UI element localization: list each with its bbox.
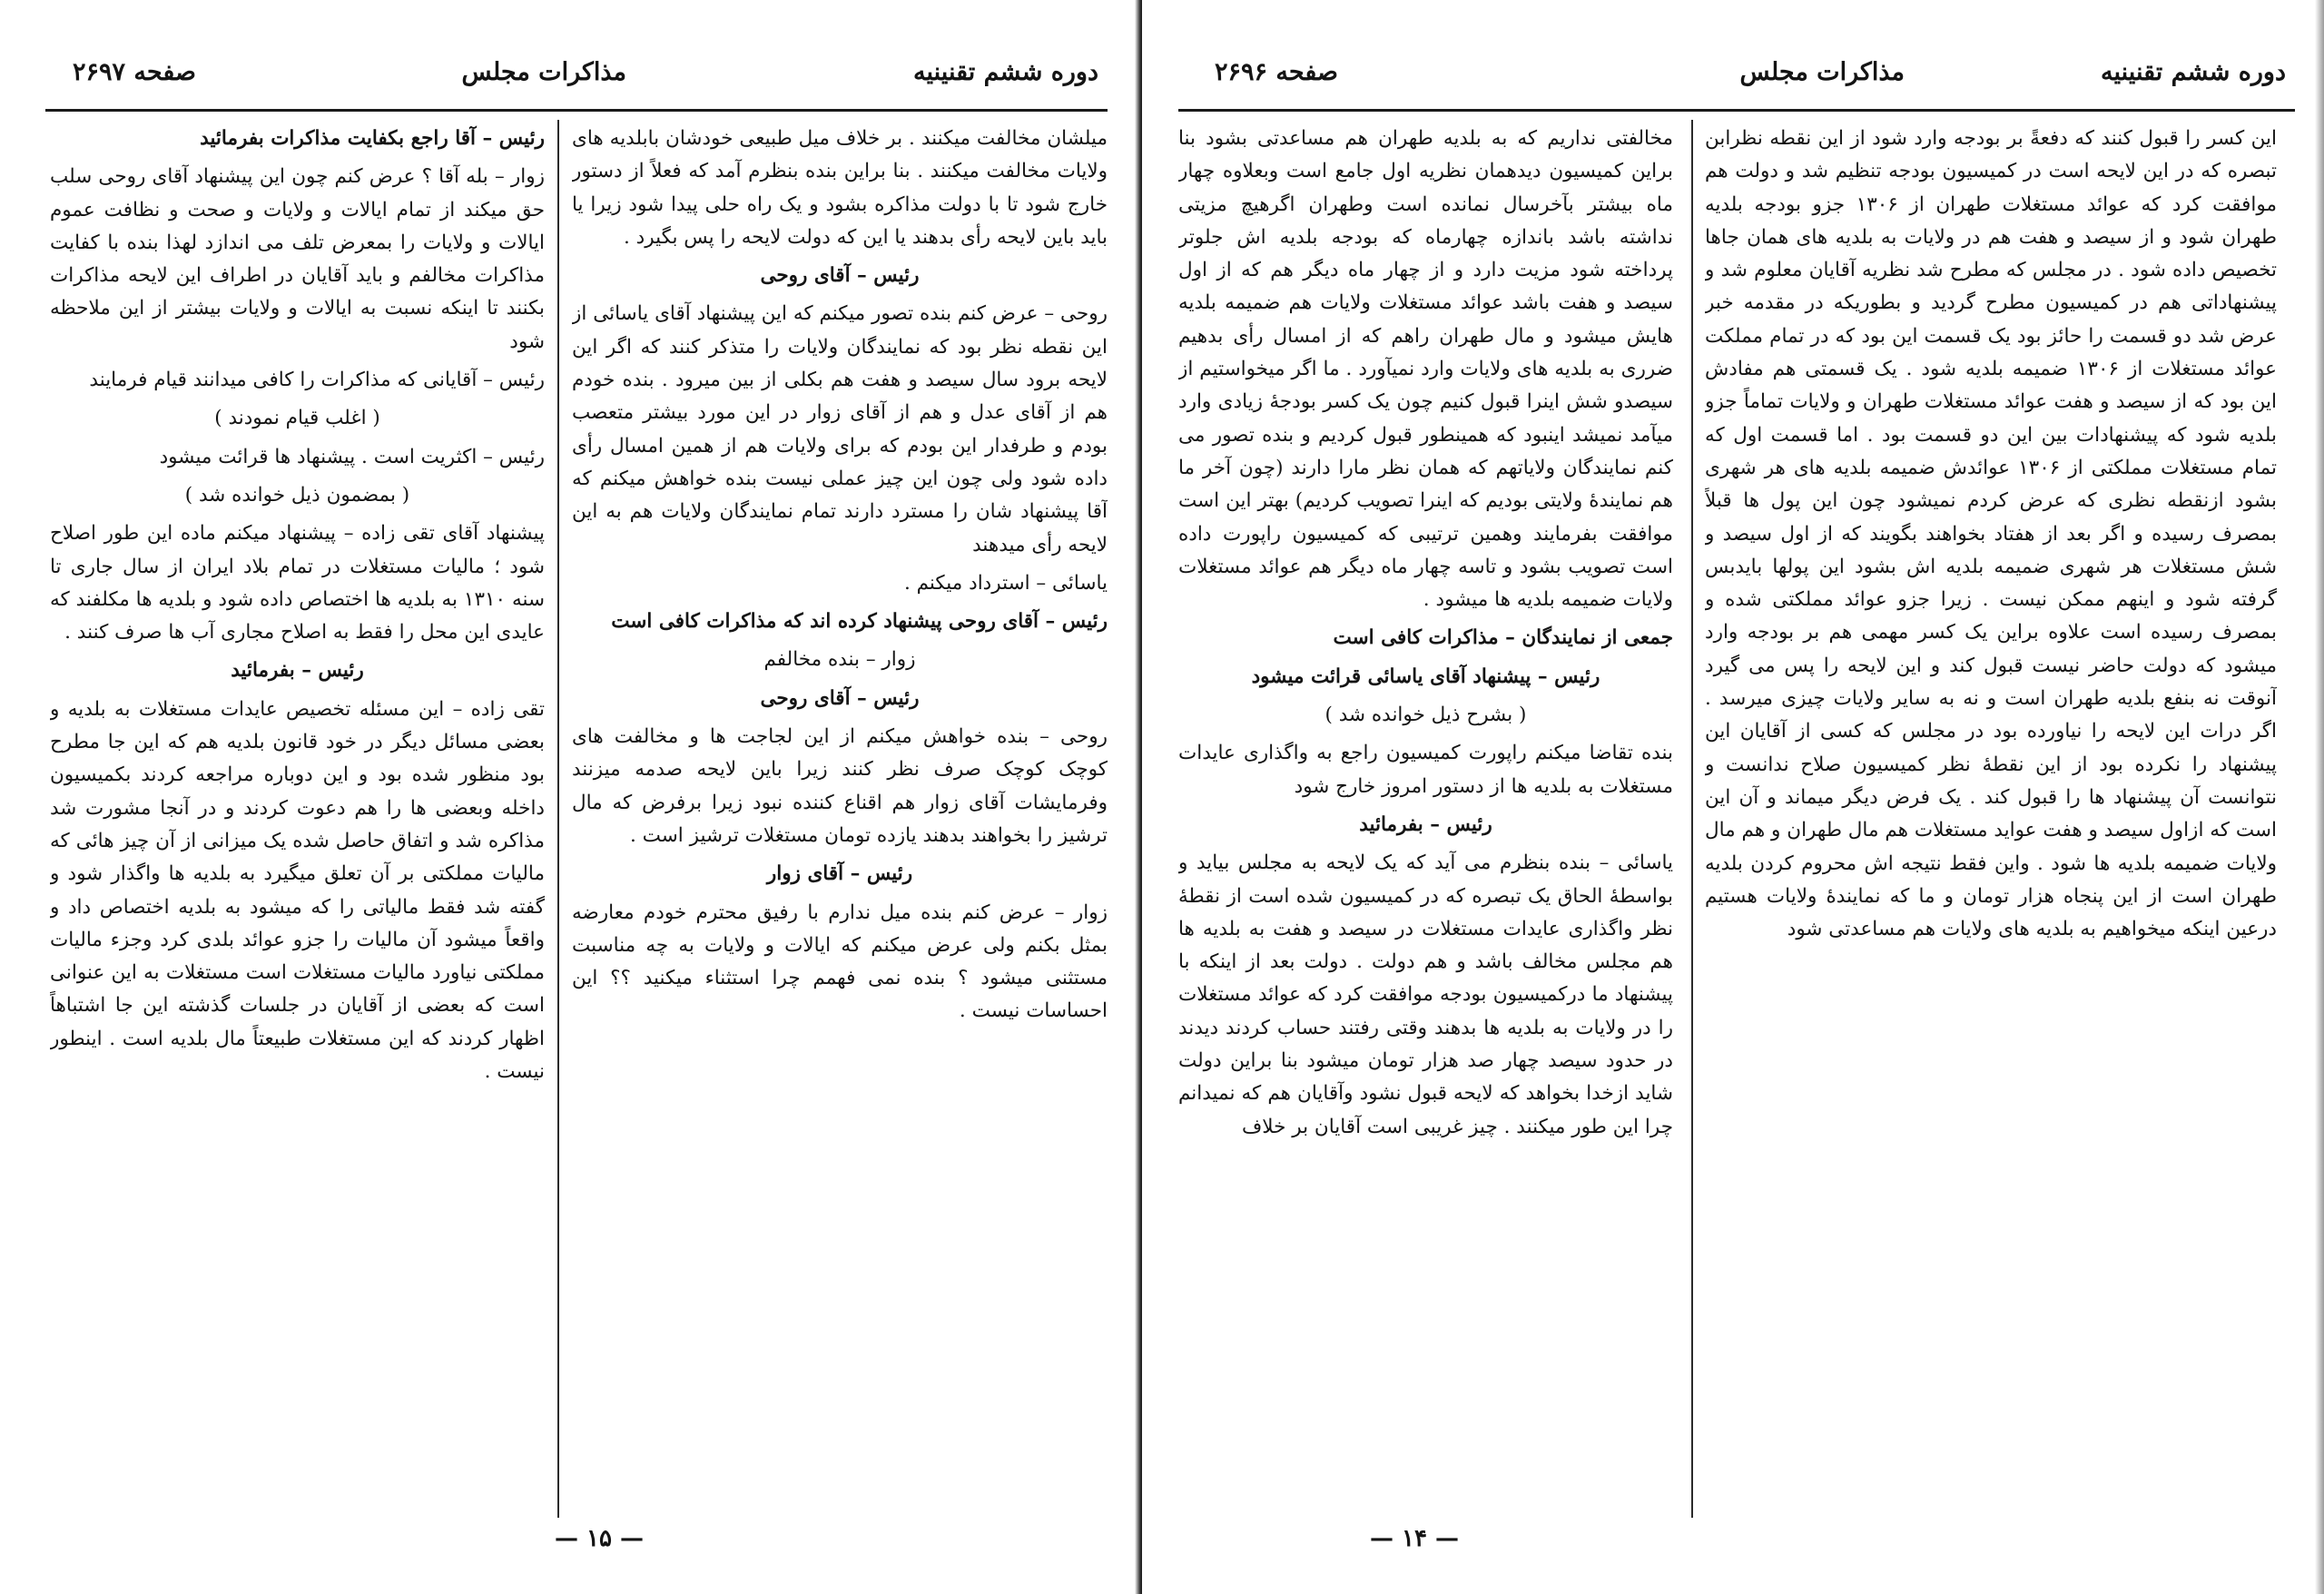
paragraph: رئیس – آقایانی که مذاکرات را کافی میدانند قیام فرمایند [89, 369, 545, 392]
note-line: ( بشرح ذیل خوانده شد ) [1324, 704, 1527, 727]
right-page-number-label: صفحه ۲۶۹۶ [1215, 58, 1338, 86]
paragraph: زوار – بله آقا ؟ عرض کنم چون این پیشنهاد آقای روحی سلب حق میکند از تمام ایالات و ولایات و صحت و نظافت عموم ایالات و ولایات را بمعرض تلف می اندازد لهذا بنده با کفایت مذاکرات مخالفم و باید آقایان در اطراف این لایحه مذاکرات بکنند تا اینکه نسبت به ایالات و ولایات بیشتر از این ملاحظه شود [50, 165, 545, 353]
speaker-line: جمعی از نمایندگان – مذاکرات کافی است [1333, 626, 1673, 650]
speaker-line: رئیس – آقای روحی [760, 264, 920, 288]
right-page-edge [2315, 0, 2324, 1594]
left-page-folio: — ۱۵ — [554, 1525, 645, 1552]
left-page-column-right [572, 123, 1108, 1511]
speaker-line: زوار – بنده مخالفم [763, 648, 916, 672]
left-page [0, 0, 1139, 1594]
left-page-column-left [50, 123, 545, 1511]
speaker-line: رئیس – آقا راجع بکفایت مذاکرات بفرمائید [200, 127, 545, 150]
note-line: ( اغلب قیام نمودند ) [214, 407, 380, 430]
left-page-header-rule [45, 109, 1108, 112]
paragraph: یاسائی – بنده بنظرم می آید که یک لایحه به مجلس بیاید و بواسطهٔ الحاق یک تبصره که در کمیسیون شده است از نقطهٔ نظر واگذاری عایدات مستغلات در سیصد و هفت به بلدیه ها هم مجلس مخالف باشد و هم دولت . دولت بعد از اینکه با پیشنهاد ما درکمیسیون بودجه موافقت کرد که عوائد مستغلات را در ولایات به بلدیه ها بدهند وقتی رفتند حساب کردند دیدند در حدود سیصد چهار صد هزار تومان میشود بنا براین دولت شاید ازخدا بخواهد که لایحه قبول نشود وآقایان هم که نمیدانم چرا این طور میکنند . چیز غریبی است آقایان بر خلاف [1178, 851, 1673, 1138]
paragraph: یاسائی – استرداد میکنم . [903, 571, 1108, 595]
right-page-header [1178, 45, 2286, 109]
paragraph: میلشان مخالفت میکنند . بر خلاف میل طبیعی خودشان بابلدیه های ولایات مخالفت میکنند . بنا براین بنده بنظرم آمد که فعلاً از دستور خارج شود تا با دولت مذاکره بشود و یک راه حلی پیدا شود زیرا یا باید باین لایحه رأی بدهند یا این که دولت لایحه را پس بگیرد . [572, 127, 1108, 249]
paragraph: این کسر را قبول کنند که دفعةً بر بودجه وارد شود از این نقطه نظرابن تبصره که در این لایحه است در کمیسیون بودجه تنظیم شد و دولت هم موافقت کرد که عوائد مستغلات طهران از ۱۳۰۶ جزو بودجه بلدیه طهران شود و از سیصد و هفت هم در ولایات به بلدیه های همان جاها تخصیص داده شود . در مجلس که مطرح شد نظریه آقایان معلوم شد و پیشنهاداتی هم در کمیسیون مطرح گردید و بطوریکه در مقدمه خبر عرض شد دو قسمت را حائز بود یک قسمت این بود که در تمام مملکت عوائد مستغلات از ۱۳۰۶ ضمیمه بلدیه شود . یک قسمتی هم مفادش این بود که از سیصد و هفت عوائد مستغلات طهران و ولایات تماماً جزو بلدیه شود که پیشنهادات بین این دو قسمت بود . اما قسمت اول که تمام مستغلات مملکتی از ۱۳۰۶ عوائدش ضمیمه بلدیه های هر شهری بشود ازنقطه نظری که عرض کردم نمیشود چون این پول ها قبلاً بمصرف رسیده و اگر بعد از هفتاد بخواهند بگویند که از اول سیصد و شش مستغلات هر شهری ضمیمه بلدیه اش بشود این پولها بایدبس گرفته شود و اینهم ممکن نیست . زیرا جزو عوائد مملکتی شده و بمصرف رسیده است علاوه براین یک کسر مهمی هم بر بودجه وارد میشود که دولت حاضر نیست قبول کند و این لایحه را پس می گیرد آنوقت نه بنفع بلدیه طهران است و نه به سایر ولایات چیزی میرسد . اگر درات این لایحه را نیاورده بود در مجلس که کسی از آقایان این پیشنهاد را نکرده بود از این نقطهٔ نظر کمیسیون صلاح ندانست و نتوانست آن پیشنهاد ها را قبول کند . یک فرض دیگر میماند و آن این است که ازاول سیصد و هفت عواید مستغلات هم مال طهران و هم مال ولایات ضمیمه بلدیه ها شود . واین فقط نتیجه اش محروم کردن بلدیه طهران است از این پنجاه هزار تومان و ما که نمایندهٔ ولایات هستیم درعین اینکه میخواهیم به بلدیه های ولایات هم مساعدتی شود [1705, 127, 2277, 941]
note-line: ( بمضمون ذیل خوانده شد ) [184, 483, 410, 507]
right-page-folio: — ۱۴ — [1369, 1525, 1460, 1552]
speaker-line: رئیس – پیشنهاد آقای یاسائی قرائت میشود [1251, 664, 1600, 688]
left-page-header [54, 45, 1098, 109]
paragraph: تقی زاده – این مسئله تخصیص عایدات مستغلات به بلدیه و بعضی مسائل دیگر در خود قانون بلدیه هم که این جا مطرح بود منظور شده بود و این دوباره مراجعه کردند بکمیسیون داخله وبعضی ها را هم دعوت کردند و در آنجا مشورت شد مذاکره شد و اتفاق حاصل شده یک میزانی از آن چیز هائی که مالیات مملکتی بر آن تعلق میگیرد به بلدیه ها واگذار شود و گفته شد فقط مالیاتی را که میشود به بلدیه اختصاص داد و واقعاً میشود آن مالیات را جزو عوائد بلدی کرد وجزء مالیات مملکتی نیاورد مالیات مستغلات است مستغلات به این عنوانی است که بعضی از آقایان در جلسات گذشته این جا اشتباهاً اظهار کردند که این مستغلات طبیعتاً مال بلدیه است . اینطور نیست . [50, 697, 545, 1084]
paragraph: روحی – عرض کنم بنده تصور میکنم که این پیشنهاد آقای یاسائی از این نقطه نظر بود که نمایندگان ولایات را متذکر کنند که اگر این لایحه برود سال سیصد و هفت هم بکلی از بین میرود . بنده خودم هم از آقای عدل و هم از آقای زوار در این مورد بیشتر متعصب بودم و طرفدار این بودم که برای ولایات هم از همین امسال رأی داده شود ولی چون این چیز عملی نیست بنده خواهش میکنم که آقا پیشنهاد شان را مسترد دارند تمام نمایندگان ولایات هم به این لایحه رأی میدهند [572, 302, 1108, 556]
right-page-column-left [1178, 123, 1673, 1511]
paragraph: روحی – بنده خواهش میکنم از این لجاجت ها و مخالفت های کوچک کوچک صرف نظر کنند زیرا باین لایحه صدمه میزنند وفرمایشات آقای زوار هم اقناع کننده نبود زیرا برفرض که مال ترشیز را بخواهند بدهند یازده تومان مستغلات ترشیز است . [572, 725, 1108, 847]
paragraph: مخالفتی نداریم که به بلدیه طهران هم مساعدتی بشود بنا براین کمیسیون دیدهمان نظریه اول جامع است وبعلاوه چهار ماه بیشتر بآخرسال نمانده است وطهران اگرهیچ مزیتی نداشته باشد باندازه چهارماه که بودجه بلدیه اش جلوتر پرداخته شود مزیت دارد و از چهار ماه دیگر هم که از اول سیصد و هفت باشد عوائد مستغلات ولایات هم ضمیمه بلدیه هایش میشود و مال طهران راهم که از امسال رأی بدهیم ضرری به بلدیه های ولایات وارد نمیآورد . ما اگر میخواستیم از سیصدو شش اینرا قبول کنیم چون یک کسر بودجهٔ زیادی وارد میآمد نمیشد اینبود که همینطور قبول کردیم و بنده تصور می کنم نمایندگان ولایاتهم که همان نظر مارا دارند (چون آخر ما هم نمایندهٔ ولایتی بودیم که اینرا تصویب کردیم) بهتر این است موافقت بفرمایند وهمین ترتیبی که کمیسیون راپورت داده است تصویب بشود و تاسه چهار ماه دیگر هم عوائد مستغلات ولایات ضمیمه بلدیه ها میشود . [1178, 127, 1673, 612]
left-page-column-divider [557, 120, 559, 1518]
speaker-line: رئیس – بفرمائید [231, 659, 364, 683]
paragraph: زوار – عرض کنم بنده میل ندارم با رفیق محترم خودم معارضه بمثل بکنم ولی عرض میکنم که ایالات و ولایات به چه مناسبت مستثنی میشود ؟ بنده نمی فهمم چرا استثناء میکنید ؟؟ این احساسات نیست . [572, 900, 1108, 1023]
right-page-title: مذاکرات مجلس [1739, 58, 1905, 86]
right-page-header-rule [1178, 109, 2295, 112]
paragraph: بنده تقاضا میکنم راپورت کمیسیون راجع به واگذاری عایدات مستغلات به بلدیه ها از دستور امروز خارج شود [1178, 742, 1673, 798]
right-page-session: دوره ششم تقنینیه [2101, 58, 2286, 86]
speaker-line: رئیس – آقای زوار [766, 862, 913, 886]
left-page-title: مذاکرات مجلس [461, 58, 626, 86]
left-page-number-label: صفحه ۲۶۹۷ [73, 58, 196, 86]
speaker-line: رئیس – بفرمائید [1359, 812, 1492, 836]
left-page-session: دوره ششم تقنینیه [913, 58, 1098, 86]
paragraph: پیشنهاد آقای تقی زاده – پیشنهاد میکنم ماده این طور اصلاح شود ؛ مالیات مستغلات در تمام بلاد ایران از سال جاری تا سنه ۱۳۱۰ به بلدیه ها اختصاص داده شود و بلدیه ها مکلفند که عایدی این محل را فقط به اصلاح مجاری آب ها صرف کنند . [50, 522, 545, 644]
right-page-column-right [1705, 123, 2277, 1511]
speaker-line: رئیس – آقای روحی [760, 686, 920, 710]
right-page-column-divider [1691, 120, 1693, 1518]
paragraph: رئیس – اکثریت است . پیشنهاد ها قرائت میشود [159, 445, 545, 468]
right-page [1142, 0, 2324, 1594]
speaker-line: رئیس – آقای روحی پیشنهاد کرده اند که مذاکرات کافی است [611, 610, 1108, 634]
